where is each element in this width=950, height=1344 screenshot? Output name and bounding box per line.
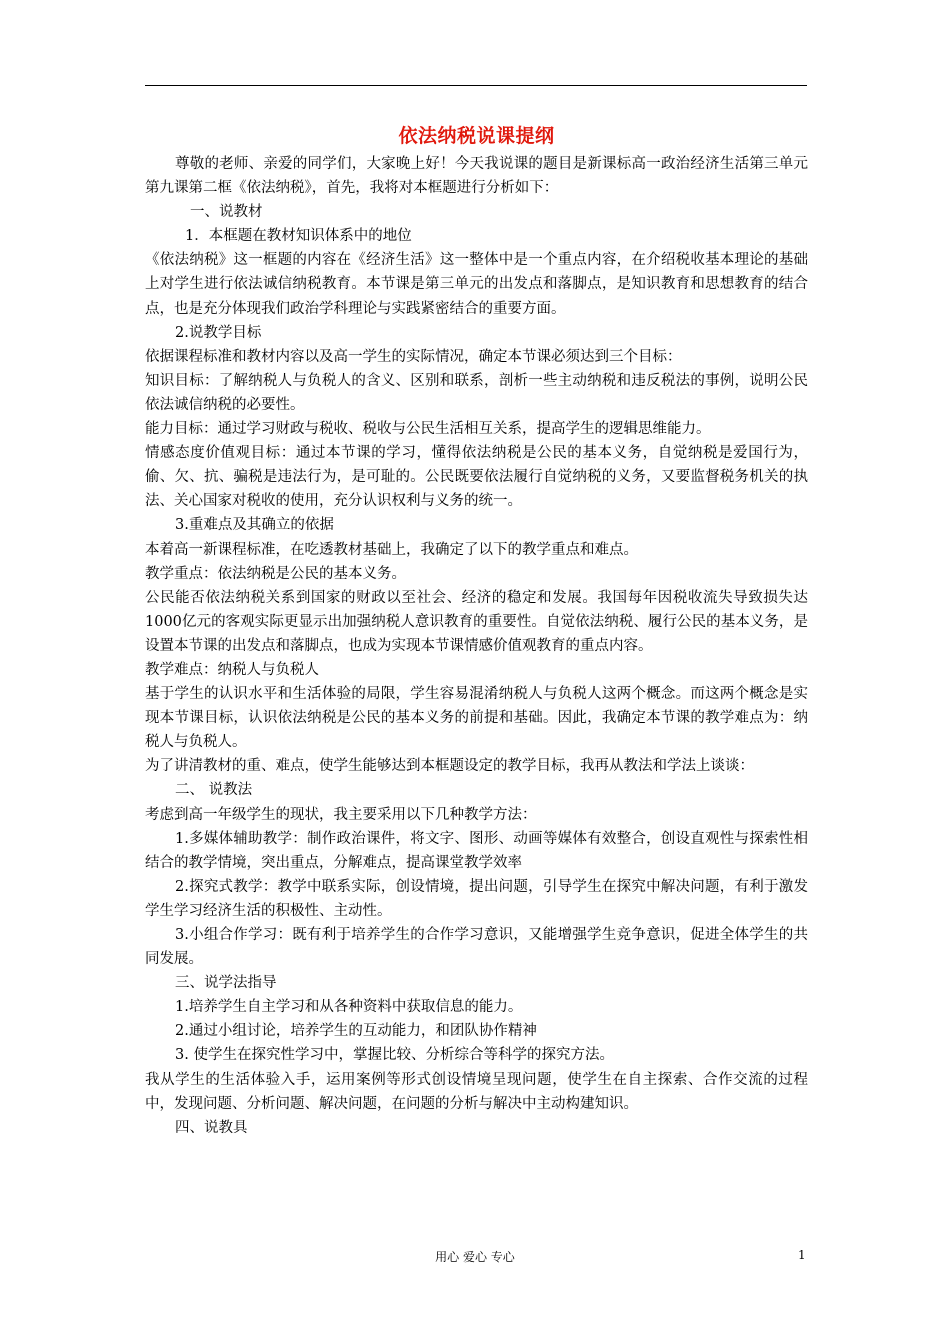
document-body: [145, 120, 808, 1140]
paragraph: 公民能否依法纳税关系到国家的财政以至社会、经济的稳定和发展。我国每年因税收流失导致损失达1000亿元的客观实际更显示出加强纳税人意识教育的重要性。自觉依法纳税、履行公民的基本义务，是设置本节课的出发点和落脚点，也成为实现本节课情感价值观教育的重点内容。: [145, 589, 808, 654]
paragraph: 考虑到高一年级学生的现状，我主要采用以下几种教学方法：: [145, 806, 537, 823]
paragraph: 2.通过小组讨论，培养学生的互动能力，和团队协作精神: [175, 1023, 537, 1040]
paragraph: 能力目标：通过学习财政与税收、税收与公民生活相互关系，提高学生的逻辑思维能力。: [145, 421, 711, 438]
paragraph: 教学难点：纳税人与负税人: [145, 661, 319, 678]
paragraph: 情感态度价值观目标：通过本节课的学习，懂得依法纳税是公民的基本义务，自觉纳税是爱国行为，偷、欠、抗、骗税是违法行为，是可耻的。公民既要依法履行自觉纳税的义务，又要监督税务机关的执法、关心国家对税收的使用，充分认识权利与义务的统一。: [145, 445, 808, 510]
paragraph: 1．本框题在教材知识体系中的地位: [185, 228, 412, 245]
paragraph: 本着高一新课程标准，在吃透教材基础上，我确定了以下的教学重点和难点。: [145, 541, 638, 558]
paragraph: 基于学生的认识水平和生活体验的局限，学生容易混淆纳税人与负税人这两个概念。而这两个概念是实现本节课目标，认识依法纳税是公民的基本义务的前提和基础。因此，我确定本节课的教学难点为：纳税人与负税人。: [145, 686, 808, 751]
paragraph: 教学重点：依法纳税是公民的基本义务。: [145, 565, 406, 582]
paragraph: 二、 说教法: [175, 782, 253, 799]
paragraph-list: [145, 152, 808, 1140]
paragraph: 三、说学法指导: [175, 975, 277, 992]
paragraph: 四、说教具: [175, 1119, 248, 1136]
paragraph: 2.说教学目标: [175, 324, 262, 341]
paragraph: 3. 使学生在探究性学习中，掌握比较、分析综合等科学的探究方法。: [175, 1047, 614, 1064]
paragraph: 一、说教材: [190, 204, 263, 221]
paragraph: 3.小组合作学习：既有利于培养学生的合作学习意识，又能增强学生竞争意识，促进全体学生的共同发展。: [145, 927, 808, 968]
paragraph: 知识目标：了解纳税人与负税人的含义、区别和联系，剖析一些主动纳税和违反税法的事例，说明公民依法诚信纳税的必要性。: [145, 372, 808, 413]
paragraph: 我从学生的生活体验入手，运用案例等形式创设情境呈现问题，使学生在自主探索、合作交流的过程中，发现问题、分析问题、解决问题，在问题的分析与解决中主动构建知识。: [145, 1071, 808, 1112]
page-number: 1: [798, 1248, 806, 1262]
paragraph: 1.培养学生自主学习和从各种资料中获取信息的能力。: [175, 999, 523, 1016]
paragraph: 《依法纳税》这一框题的内容在《经济生活》这一整体中是一个重点内容，在介绍税收基本理论的基础上对学生进行依法诚信纳税教育。本节课是第三单元的出发点和落脚点，是知识教育和思想教育的结合点，也是充分体现我们政治学科理论与实践紧密结合的重要方面。: [145, 252, 808, 317]
paragraph: 1.多媒体辅助教学：制作政治课件，将文字、图形、动画等媒体有效整合，创设直观性与探索性相结合的教学情境，突出重点，分解难点，提高课堂教学效率: [145, 830, 808, 871]
document-title: 依法纳税说课提纲: [398, 125, 555, 147]
paragraph: 3.重难点及其确立的依据: [175, 517, 334, 534]
header-rule: [145, 85, 807, 86]
paragraph: 为了讲清教材的重、难点，使学生能够达到本框题设定的教学目标，我再从教法和学法上谈谈：: [145, 758, 754, 775]
paragraph: 2.探究式教学：教学中联系实际，创设情境，提出问题，引导学生在探究中解决问题，有利于激发学生学习经济生活的积极性、主动性。: [145, 878, 808, 919]
footer-motto: 用心 爱心 专心: [435, 1250, 515, 1264]
paragraph: 尊敬的老师、亲爱的同学们，大家晚上好！今天我说课的题目是新课标高一政治经济生活第三单元第九课第二框《依法纳税》，首先，我将对本框题进行分析如下：: [145, 156, 808, 197]
paragraph: 依据课程标准和教材内容以及高一学生的实际情况，确定本节课必须达到三个目标：: [145, 348, 682, 365]
